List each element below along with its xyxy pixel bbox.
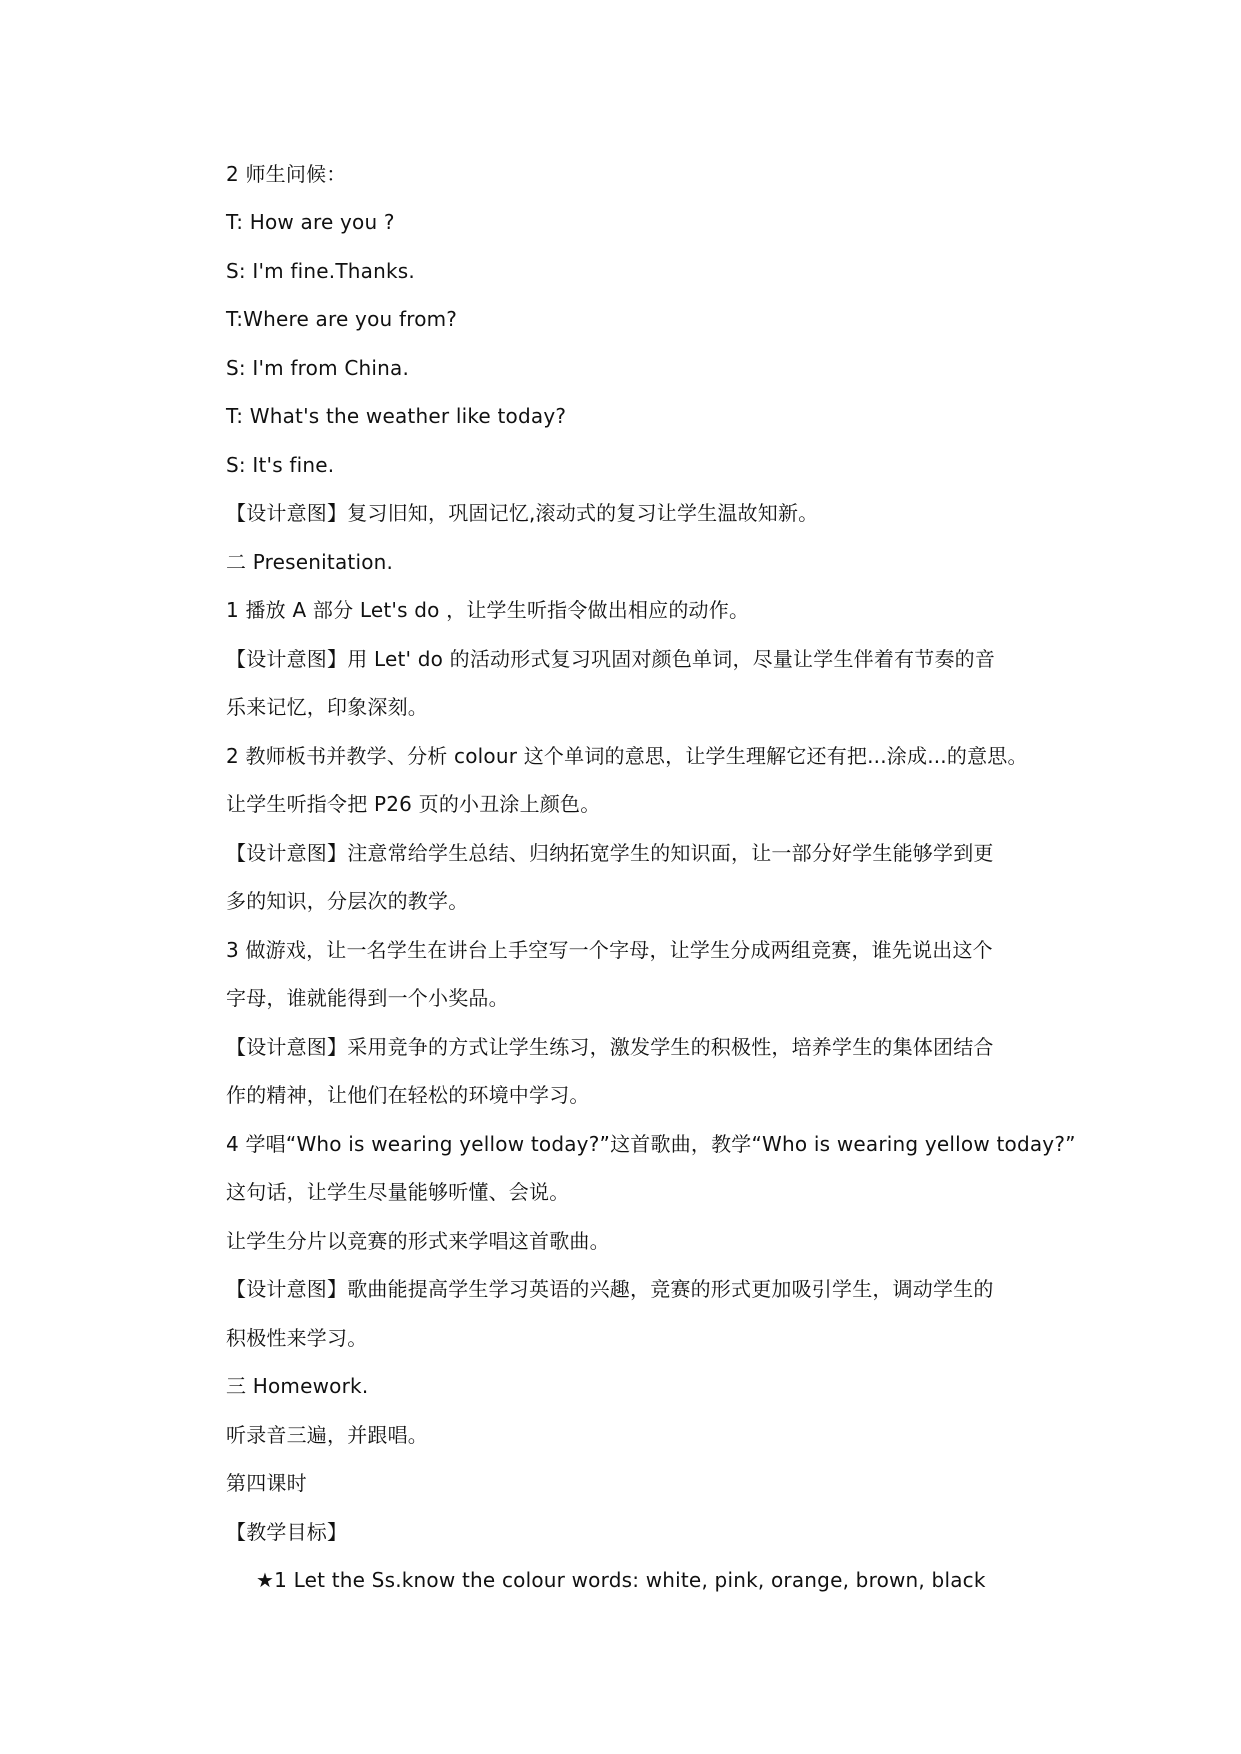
design-intent-line: 【设计意图】歌曲能提高学生学习英语的兴趣，竞赛的形式更加吸引学生，调动学生的 <box>226 1277 994 1301</box>
objectives-heading: 【教学目标】 <box>226 1520 348 1544</box>
text-line: 积极性来学习。 <box>226 1326 368 1350</box>
design-intent-line: 【设计意图】复习旧知，巩固记忆,滚动式的复习让学生温故知新。 <box>226 501 819 525</box>
text-line: T: How are you ? <box>226 210 395 234</box>
text-line: S: It's fine. <box>226 453 335 477</box>
text-line: 乐来记忆，印象深刻。 <box>226 695 428 719</box>
text-line: 让学生分片以竞赛的形式来学唱这首歌曲。 <box>226 1229 610 1253</box>
text-line: 1 播放 A 部分 Let's do ，让学生听指令做出相应的动作。 <box>226 598 750 622</box>
design-intent-line: 【设计意图】注意常给学生总结、归纳拓宽学生的知识面，让一部分好学生能够学到更 <box>226 841 994 865</box>
text-line: T:Where are you from? <box>226 307 458 331</box>
text-line: 多的知识，分层次的教学。 <box>226 889 469 913</box>
text-line: 2 教师板书并教学、分析 colour 这个单词的意思，让学生理解它还有把...涂成...的意思。 <box>226 744 1028 768</box>
section-heading: 三 Homework. <box>226 1374 369 1398</box>
design-intent-line: 【设计意图】采用竞争的方式让学生练习，激发学生的积极性，培养学生的集体团结合 <box>226 1035 994 1059</box>
text-line: S: I'm fine.Thanks. <box>226 259 415 283</box>
text-line: T: What's the weather like today? <box>226 404 567 428</box>
text-line: 这句话，让学生尽量能够听懂、会说。 <box>226 1180 570 1204</box>
text-line: 字母，谁就能得到一个小奖品。 <box>226 986 509 1010</box>
lesson-heading: 第四课时 <box>226 1471 307 1495</box>
text-line: 3 做游戏，让一名学生在讲台上手空写一个字母，让学生分成两组竞赛，谁先说出这个 <box>226 938 993 962</box>
section-heading: 二 Presenitation. <box>226 550 394 574</box>
text-line: 作的精神，让他们在轻松的环境中学习。 <box>226 1083 590 1107</box>
text-line: 2 师生问候： <box>226 162 347 186</box>
text-line: 听录音三遍，并跟唱。 <box>226 1423 428 1447</box>
text-line: 让学生听指令把 P26 页的小丑涂上颜色。 <box>226 792 601 816</box>
text-line: S: I'm from China. <box>226 356 410 380</box>
design-intent-line: 【设计意图】用 Let' do 的活动形式复习巩固对颜色单词，尽量让学生伴着有节奏的音 <box>226 647 996 671</box>
text-line: 4 学唱“Who is wearing yellow today?”这首歌曲，教学“Who is wearing yellow today?” <box>226 1132 1076 1156</box>
objective-item: ★1 Let the Ss.know the colour words: white, pink, orange, brown, black <box>256 1568 986 1592</box>
